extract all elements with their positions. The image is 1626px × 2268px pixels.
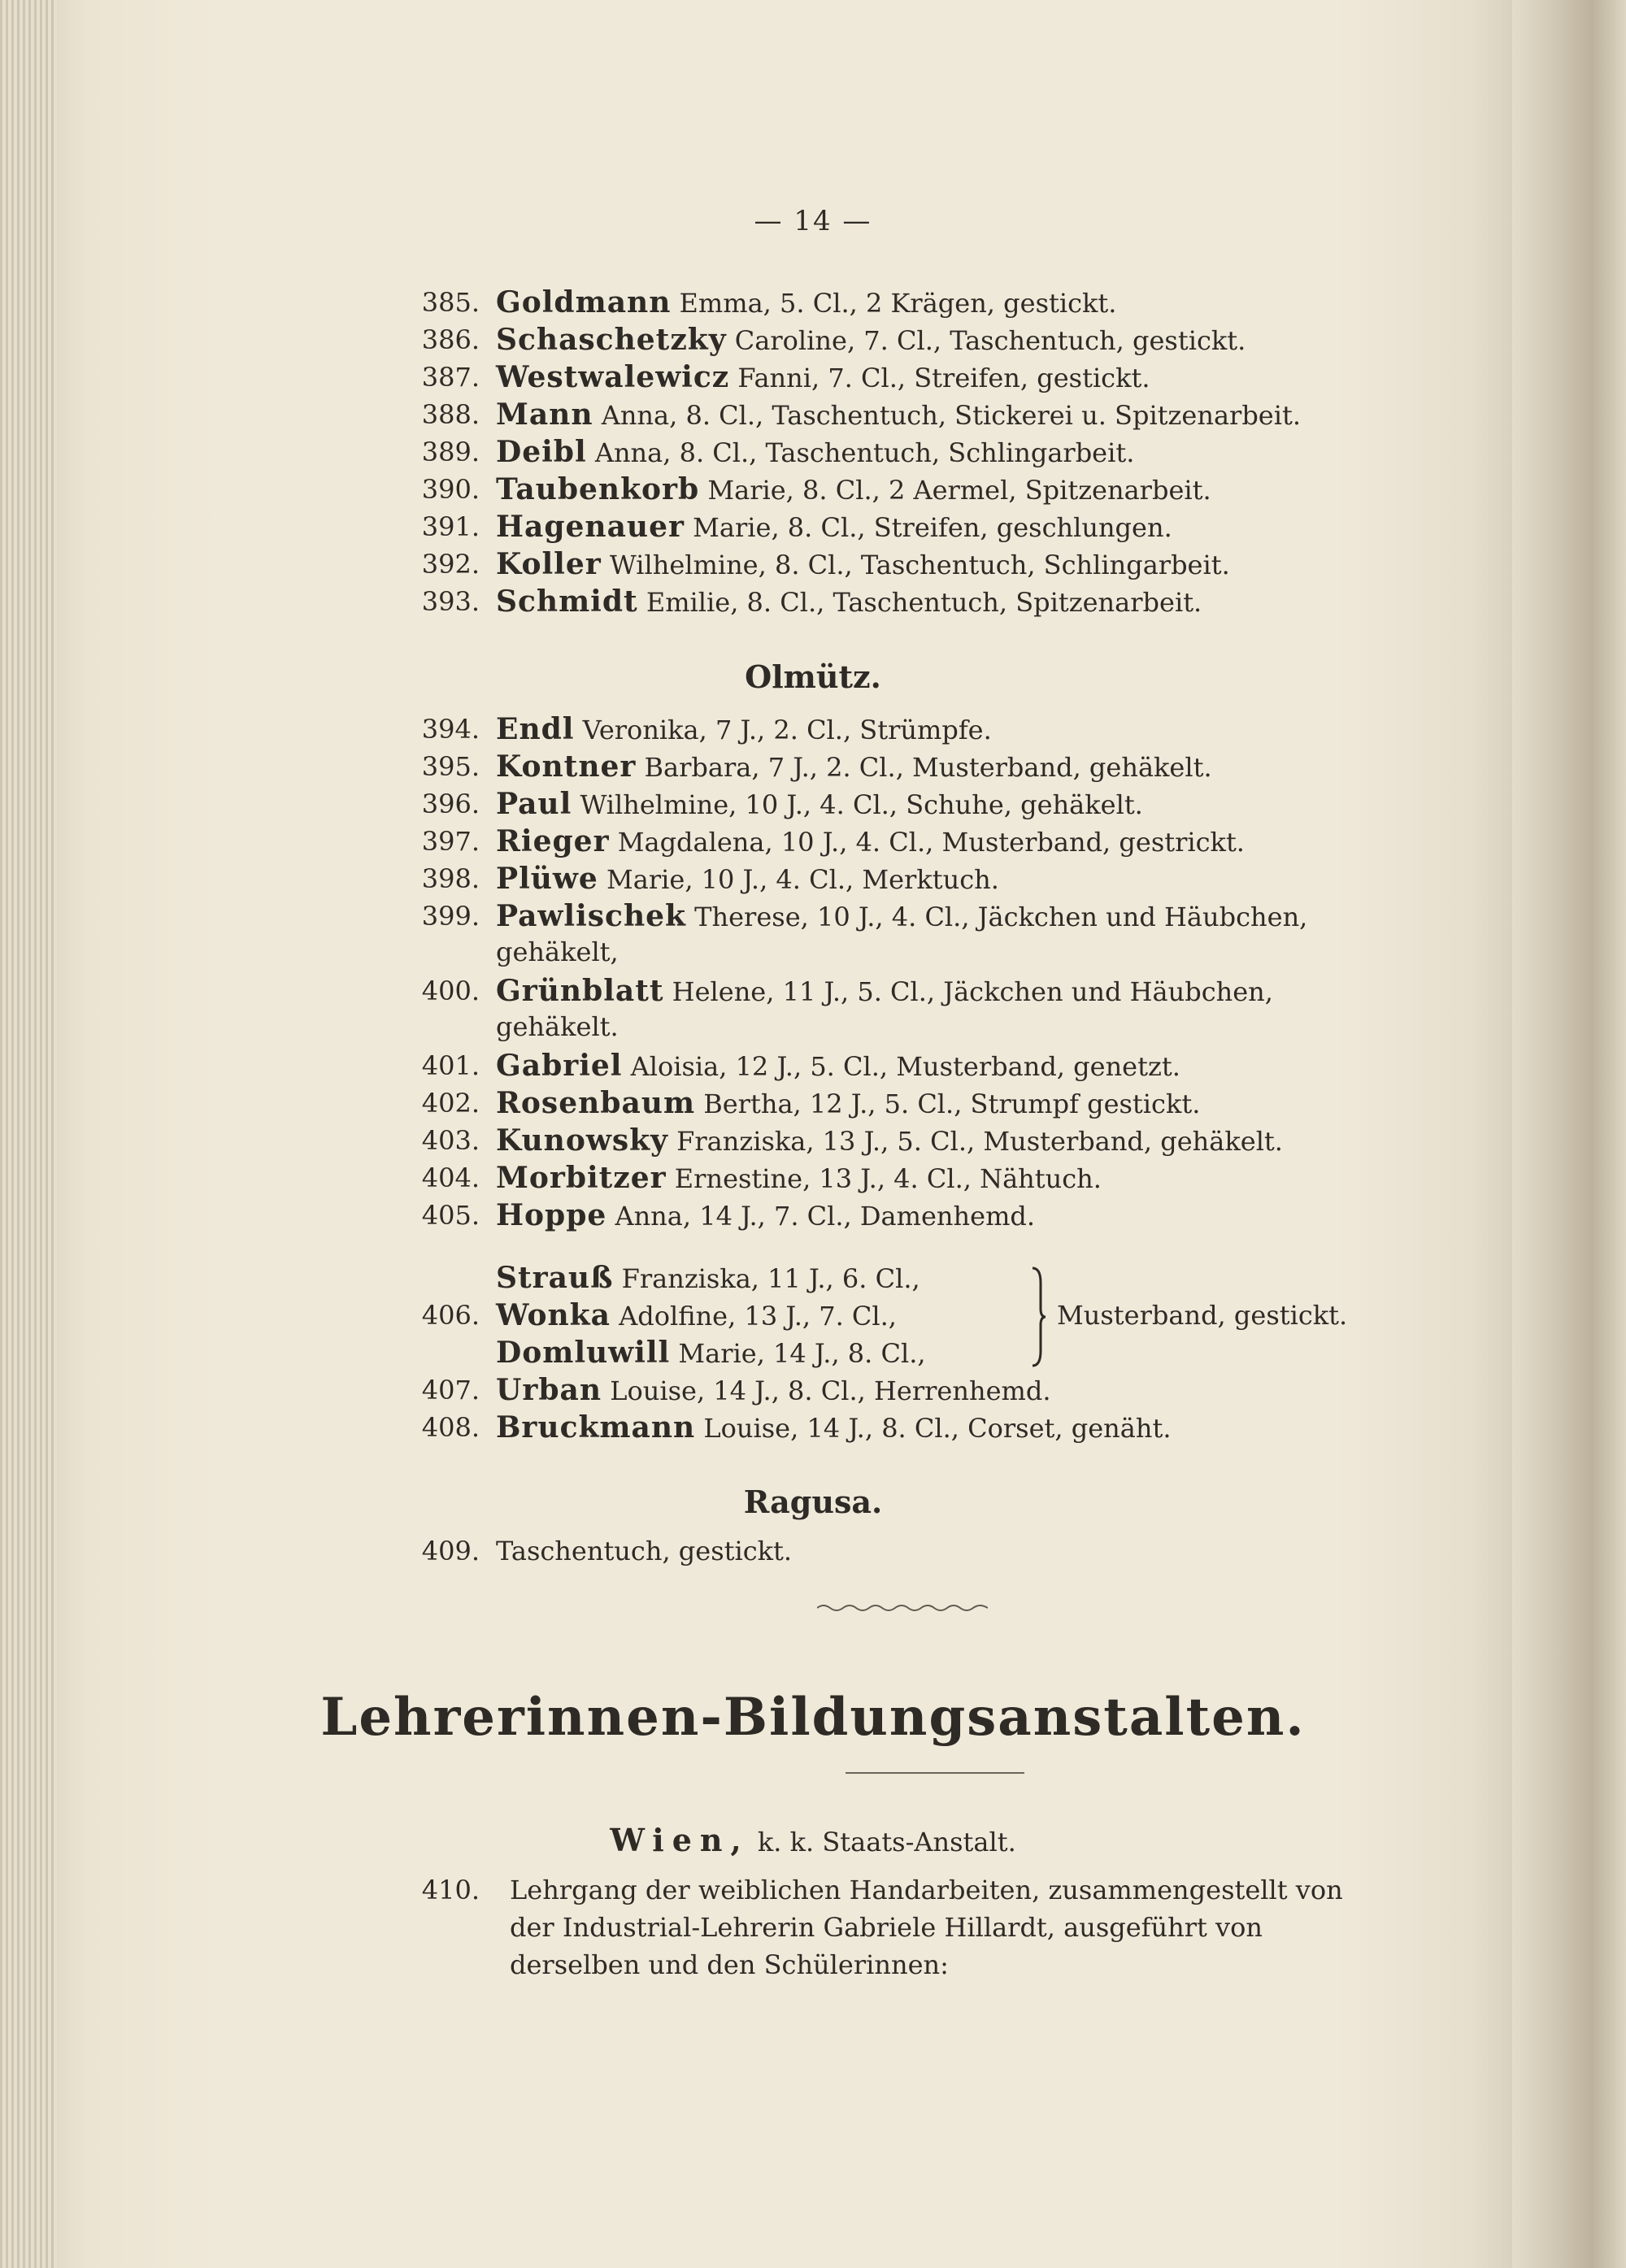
braced-row: Strauß Franziska, 11 J., 6. Cl., (496, 1261, 920, 1295)
section-title: Lehrerinnen-Bildungsanstalten. (320, 1687, 1306, 1748)
divider (846, 1772, 1024, 1774)
heading-olmuetz: Olmütz. (745, 658, 881, 695)
braced-row: Domluwill Marie, 14 J., 8. Cl., (496, 1336, 926, 1370)
curly-brace-icon (1031, 1267, 1047, 1367)
book-spine (0, 0, 57, 2268)
shared-description: Musterband, gestickt. (1057, 1300, 1348, 1331)
ornament-divider-icon (817, 1601, 988, 1614)
page-edge (1512, 0, 1626, 2268)
entry-number: 406. (421, 1300, 480, 1331)
braced-row: Wonka Adolfine, 13 J., 7. Cl., (496, 1298, 897, 1332)
heading-ragusa: Ragusa. (743, 1484, 883, 1520)
page-number: — 14 — (754, 205, 872, 237)
subheading-wien: Wien, k. k. Staats-Anstalt. (610, 1822, 1016, 1858)
